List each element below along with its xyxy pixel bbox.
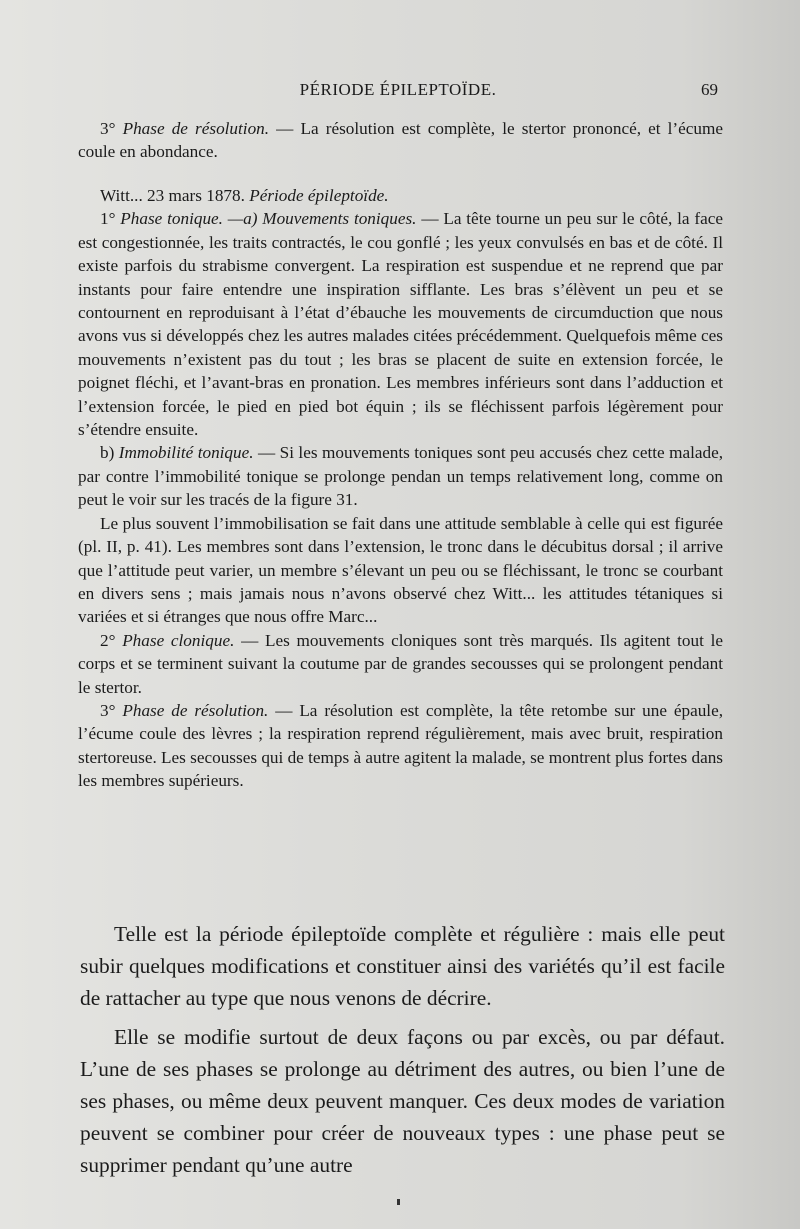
- paragraph-text: — La tête tourne un peu sur le côté, la face est congestionnée, les traits contractés, le cou gonflé ; les yeux convulsés en bas et de côté. Il existe parfois du strabisme convergent. La respiration est suspendue et ne reprend que par instants pour faire entendre une inspiration sifflante. Les bras s’élèvent un peu et se contournent en reproduisant à l’état d’ébauche les mouvements de circumduction que nous avons vus si développés chez les autres malades citées précédemment. Quelquefois même ces mouvements n’existent pas du tout ; les bras se placent de suite en extension forcée, le poignet fléchi, et l’avant-bras en pronation. Les membres inférieurs sont dans l’adduction et l’extension forcée, le pied en pied bot équin ; ils se fléchissent parfois légèrement pour s’étendre ensuite.: [78, 209, 723, 440]
- clonic-phase-paragraph: [78, 629, 723, 699]
- page-number: 69: [701, 80, 718, 99]
- subsection-title: Mouvements toniques.: [257, 209, 417, 229]
- tonic-phase-paragraph: [78, 207, 723, 441]
- phase-number: 1°: [100, 209, 121, 229]
- subsection-title: Immobilité tonique.: [118, 443, 254, 463]
- phase-number: 2°: [100, 630, 123, 650]
- case-intro: [78, 184, 723, 207]
- page-header: [78, 80, 718, 104]
- paragraph-text: — Si les mouvements toniques sont peu accusés chez cette malade, par contre l’immobilité tonique se prolonge pendan un temps relativement long, comme on peut le voir sur les tracés de la figure 31.: [78, 443, 724, 510]
- print-mark: [397, 1199, 400, 1205]
- phase-title: Phase clonique.: [122, 630, 235, 650]
- immobility-paragraph: [78, 441, 723, 511]
- running-title: PÉRIODE ÉPILEPTOÏDE.: [299, 80, 497, 99]
- main-text: [80, 918, 725, 1182]
- phase-number: 3°: [100, 700, 123, 720]
- immobilization-paragraph: Le plus souvent l’immobilisation se fait dans une attitude semblable à celle qui est figurée (pl. II, p. 41). Les membres sont dans l’extension, le tronc dans le décubitus dorsal ; il arrive que l’attitude peut varier, un membre s’élevant un peu ou se fléchissant, le tronc se courbant en divers sens ; mais jamais nous n’avons observé chez Witt... les attitudes tétaniques si variées et si étranges que nous offre Marc...: [78, 513, 723, 627]
- paragraph-text: — La résolution est complète, la tête retombe sur une épaule, l’écume coule des lèvres ; la respiration reprend régulièrement, mais avec bruit, respiration stertoreuse. Les secousses qui de temps à autre agitent la malade, se montrent plus fortes dans les membres supérieurs.: [78, 700, 724, 791]
- paragraph-text: — Les mouvements cloniques sont très marqués. Ils agitent tout le corps et se terminent suivant la coutume par de grandes secousses qui se prolongent pendant le stertor.: [78, 630, 724, 697]
- subsection-letter: a): [243, 209, 258, 229]
- body-paragraph-1: Telle est la période épileptoïde complète et régulière : mais elle peut subir quelques modifications et constituer ainsi des variétés qu’il est facile de rattacher au type que nous venons de décrire.: [80, 922, 725, 1011]
- case-date: Witt... 23 mars 1878.: [100, 186, 250, 205]
- phase-title: Phase tonique. —: [120, 209, 244, 229]
- case-report: [78, 184, 723, 793]
- phase-title: Phase de résolution.: [122, 119, 270, 138]
- body-paragraph-2: Elle se modifie surtout de deux façons ou par excès, ou par défaut. L’une de ses phases se prolonge au détriment des autres, ou bien l’une de ses phases, ou même deux peuvent manquer. Ces deux modes de variation peuvent se combiner pour créer de nouveaux types : une phase peut se supprimer pendant qu’une autre: [80, 1024, 725, 1178]
- paragraph-text: — La résolution est complète, le stertor prononcé, et l’écume coule en abondance.: [78, 119, 724, 162]
- resolution-note: [78, 117, 723, 164]
- resolution-phase-paragraph: [78, 699, 723, 793]
- paragraph: [78, 117, 723, 164]
- subsection-letter: b): [100, 443, 119, 463]
- phase-number: 3°: [100, 119, 123, 138]
- case-heading: Période épileptoïde.: [249, 186, 389, 205]
- phase-title: Phase de résolution.: [122, 700, 269, 720]
